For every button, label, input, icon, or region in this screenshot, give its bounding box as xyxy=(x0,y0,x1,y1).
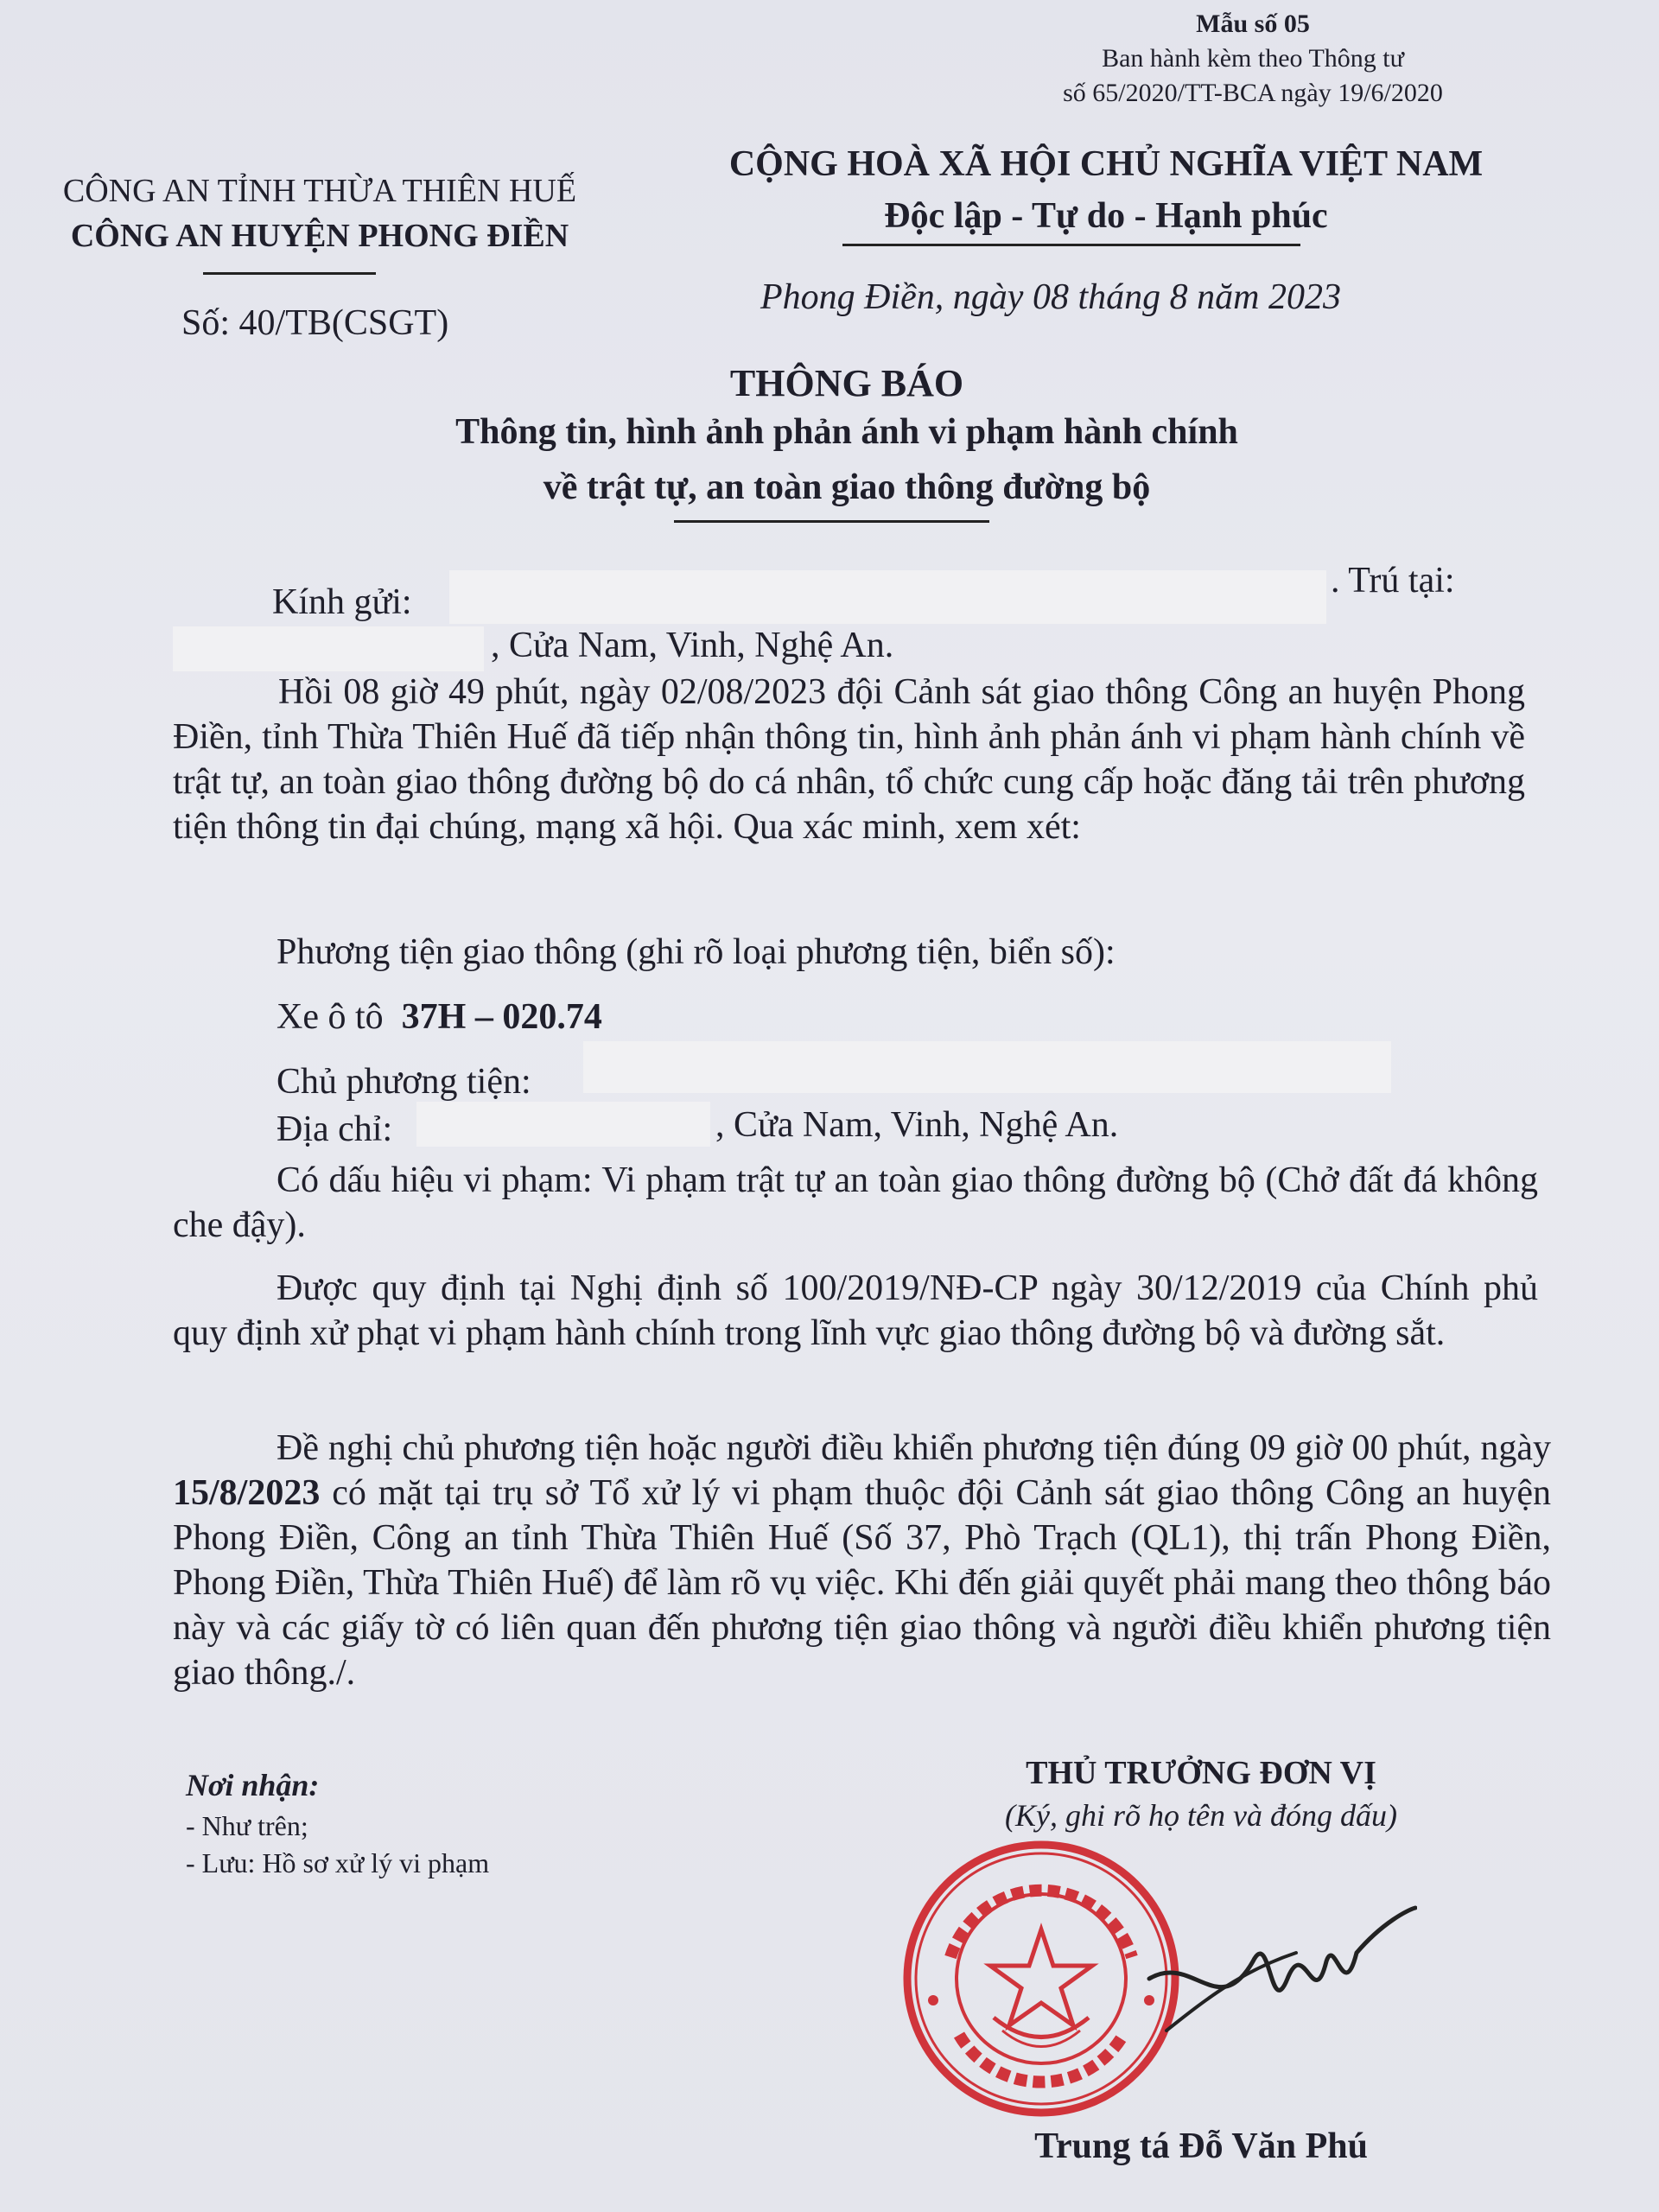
vehicle-address: , Cửa Nam, Vinh, Nghệ An. xyxy=(715,1105,1119,1145)
redacted-addressee-name xyxy=(449,570,1326,624)
agency-underline xyxy=(203,272,376,275)
subtitle-line-2: về trật tự, an toàn giao thông đường bộ xyxy=(543,467,1151,507)
violation-paragraph: Có dấu hiệu vi phạm: Vi phạm trật tự an toàn giao thông đường bộ (Chở đất đá không che đậy). xyxy=(173,1160,1538,1245)
country-name: CỘNG HOÀ XÃ HỘI CHỦ NGHĨA VIỆT NAM xyxy=(728,144,1484,184)
regulation-paragraph: Được quy định tại Nghị định số 100/2019/NĐ-CP ngày 30/12/2019 của Chính phủ quy định xử phạt vi phạm hành chính trong lĩnh vực giao thông đường bộ và đường sắt. xyxy=(173,1268,1538,1353)
redacted-addressee-street xyxy=(173,626,484,671)
form-reference xyxy=(994,7,1512,111)
request-paragraph xyxy=(173,1426,1551,1695)
document-subtitle xyxy=(259,404,1434,515)
signature-title: THỦ TRƯỞNG ĐƠN VỊ xyxy=(1026,1755,1376,1791)
place-date: Phong Điền, ngày 08 tháng 8 năm 2023 xyxy=(760,277,1341,317)
national-header xyxy=(674,138,1538,242)
owner-label: Chủ phương tiện: xyxy=(276,1062,531,1102)
vehicle-address-label: Địa chỉ: xyxy=(276,1109,393,1149)
recipient-item: - Như trên; xyxy=(186,1810,308,1841)
document-title: THÔNG BÁO xyxy=(729,362,964,404)
signature-note: (Ký, ghi rõ họ tên và đóng dấu) xyxy=(1005,1798,1397,1833)
national-motto: Độc lập - Tự do - Hạnh phúc xyxy=(884,196,1328,236)
subtitle-line-1: Thông tin, hình ảnh phản ánh vi phạm hành chính xyxy=(455,412,1238,452)
form-issued-with: Ban hành kèm theo Thông tư xyxy=(1102,44,1404,73)
redacted-owner-street xyxy=(416,1102,710,1147)
agency-unit: CÔNG AN HUYỆN PHONG ĐIỀN xyxy=(70,218,569,254)
motto-underline xyxy=(842,244,1300,246)
intro-paragraph: Hồi 08 giờ 49 phút, ngày 02/08/2023 đội Cảnh sát giao thông Công an huyện Phong Điền, tỉnh Thừa Thiên Huế đã tiếp nhận thông tin, hình ảnh phản ánh vi phạm hành chính về trật tự, an toàn giao thông đường bộ do cá nhân, tổ chức cung cấp hoặc đăng tải trên phương tiện thông tin đại chúng, mạng xã hội. Qua xác minh, xem xét: xyxy=(173,672,1525,847)
signer-name: Trung tá Đỗ Văn Phú xyxy=(1034,2126,1368,2166)
vehicle-type: Xe ô tô xyxy=(276,997,384,1037)
addressee-address: , Cửa Nam, Vinh, Nghệ An. xyxy=(491,626,894,665)
request-text-before: Đề nghị chủ phương tiện hoặc người điều khiển phương tiện đúng 09 giờ 00 phút, ngày xyxy=(276,1428,1551,1468)
vehicle-label: Phương tiện giao thông (ghi rõ loại phương tiện, biển số): xyxy=(276,932,1116,972)
form-number: Mẫu số 05 xyxy=(1196,10,1310,38)
residence-label: . Trú tại: xyxy=(1331,561,1455,601)
recipients-title: Nơi nhận: xyxy=(186,1768,320,1802)
request-text-after: có mặt tại trụ sở Tổ xử lý vi phạm thuộc đội Cảnh sát giao thông Công an huyện Phong Điền, Công an tỉnh Thừa Thiên Huế (Số 37, Phò Trạch (QL1), thị trấn Phong Điền, Phong Điền, Thừa Thiên Huế) để làm rõ vụ việc. Khi đến giải quyết phải mang theo thông báo này và các giấy tờ có liên quan đến phương tiện giao thông và người điều khiển phương tiện giao thông./. xyxy=(173,1473,1552,1693)
agency-parent: CÔNG AN TỈNH THỪA THIÊN HUẾ xyxy=(62,173,577,209)
addressee-label: Kính gửi: xyxy=(272,582,412,622)
issuing-agency xyxy=(17,168,622,258)
subtitle-underline xyxy=(674,520,989,523)
vehicle-line xyxy=(276,994,602,1040)
appointment-date: 15/8/2023 xyxy=(173,1473,321,1513)
handwritten-signature xyxy=(1141,1901,1417,2039)
recipient-item: - Lưu: Hồ sơ xử lý vi phạm xyxy=(186,1847,490,1878)
form-circular: số 65/2020/TT-BCA ngày 19/6/2020 xyxy=(1063,79,1443,107)
document-number: Số: 40/TB(CSGT) xyxy=(181,303,449,343)
vehicle-plate: 37H – 020.74 xyxy=(401,997,602,1037)
redacted-owner-name xyxy=(583,1041,1391,1093)
